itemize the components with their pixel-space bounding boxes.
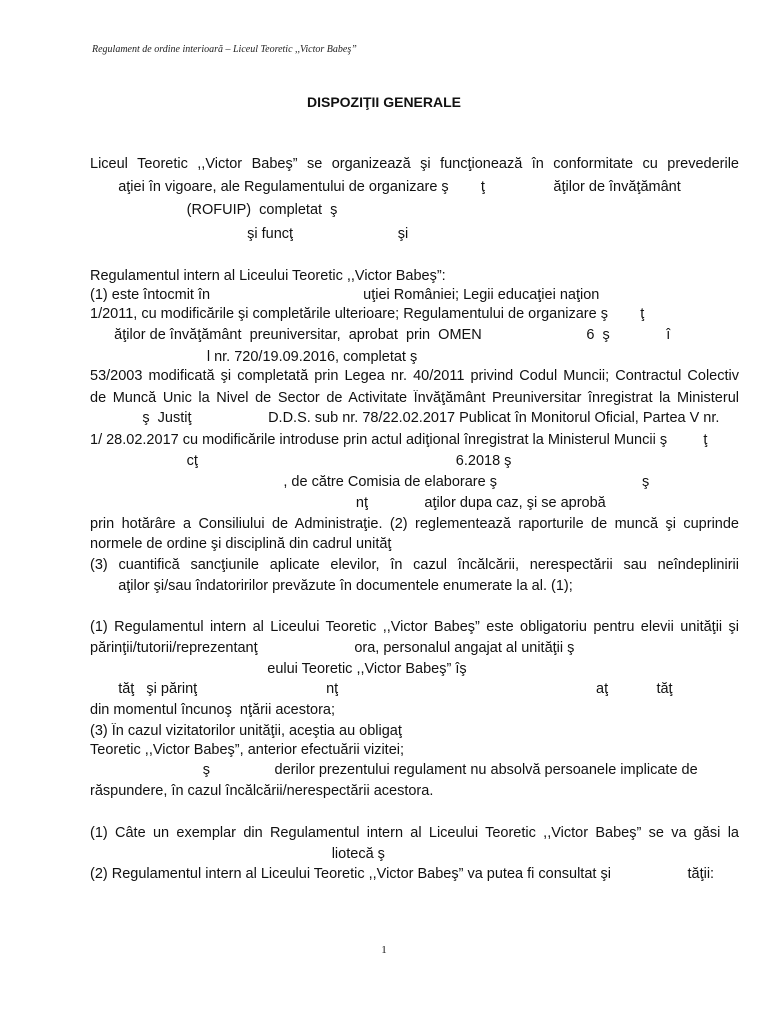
text-line: părinţii/tutorii/reprezentanţ ora, personalul angajat al unităţii ş — [90, 640, 575, 656]
text-line: (ROFUIP) completat ş — [90, 202, 338, 218]
text-line: şi funcţ şi — [90, 226, 409, 242]
text-line: 1/2011, cu modificările şi completările ulterioare; Regulamentului de organizare ş ţ — [90, 306, 645, 322]
text-line: Teoretic ,,Victor Babeş”, anterior efectuării vizitei; — [90, 742, 405, 758]
text-line: aţiei în vigoare, ale Regulamentului de organizare ş ţ ăţilor de învăţământ — [90, 179, 681, 195]
text-line: Liceul Teoretic ,,Victor Babeş” se organizează şi funcţionează în conformitate cu prevederile — [90, 156, 739, 172]
text-line: Regulamentul intern al Liceului Teoretic ,,Victor Babeş”: — [90, 268, 446, 284]
text-line: răspundere, în cazul încălcării/nerespectării acestora. — [90, 783, 434, 799]
text-line: (1) Regulamentul intern al Liceului Teoretic ,,Victor Babeş” este obligatoriu pentru elevii unităţii şi — [90, 619, 739, 635]
page-number: 1 — [381, 944, 387, 956]
text-line: l nr. 720/19.09.2016, completat ş — [90, 349, 418, 365]
text-line: , de către Comisia de elaborare ş ş — [90, 474, 650, 490]
text-line: (3) În cazul vizitatorilor unităţii, aceştia au obligaţ — [90, 723, 402, 739]
text-line: 53/2003 modificată şi completată prin Legea nr. 40/2011 privind Codul Muncii; Contractul Colectiv — [90, 368, 739, 384]
text-line: (3) cuantifică sancţiunile aplicate elevilor, în cazul încălcării, nerespectării sau neîndeplinirii — [90, 557, 739, 573]
text-line: aţilor şi/sau îndatoririlor prevăzute în documentele enumerate la al. (1); — [90, 578, 573, 594]
text-line: (1) Câte un exemplar din Regulamentul intern al Liceului Teoretic ,,Victor Babeş” se va găsi la — [90, 825, 739, 841]
text-line: cţ 6.2018 ş — [90, 453, 512, 469]
text-line: ş Justiţ D.D.S. sub nr. 78/22.02.2017 Publicat în Monitorul Oficial, Partea V nr. — [90, 410, 720, 426]
text-line: din momentul încunoş nţării acestora; — [90, 702, 336, 718]
text-line: 1/ 28.02.2017 cu modificările introduse prin actul adiţional înregistrat la Ministerul Muncii ş ţ — [90, 432, 708, 448]
text-line: ş derilor prezentului regulament nu absolvă persoanele implicate de — [90, 762, 698, 778]
section-title: DISPOZIŢII GENERALE — [306, 94, 461, 110]
text-line: eului Teoretic ,,Victor Babeş” îş — [90, 661, 467, 677]
text-line: ăţilor de învăţământ preuniversitar, aprobat prin OMEN 6 ş î — [90, 327, 671, 343]
text-line: prin hotărâre a Consiliului de Administraţie. (2) reglementează raporturile de muncă şi cuprinde — [90, 516, 739, 532]
running-header: Regulament de ordine interioară – Liceul Teoretic ,,Victor Babeş” — [92, 44, 357, 55]
text-line: normele de ordine şi disciplină din cadrul unităţ — [90, 536, 392, 552]
text-line: (2) Regulamentul intern al Liceului Teoretic ,,Victor Babeş” va putea fi consultat şi tăţii: — [90, 866, 715, 882]
text-line: de Muncă Unic la Nivel de Sector de Activitate Învăţământ Preuniversitar înregistrat la Ministerul — [90, 390, 739, 406]
text-line: nţ aţilor dupa caz, şi se aprobă — [90, 495, 606, 511]
text-line: liotecă ş — [90, 846, 385, 862]
text-line: tăţ şi părinţ nţ aţ tăţ — [90, 681, 673, 697]
text-line: (1) este întocmit în uţiei României; Legii educaţiei naţion — [90, 287, 600, 303]
